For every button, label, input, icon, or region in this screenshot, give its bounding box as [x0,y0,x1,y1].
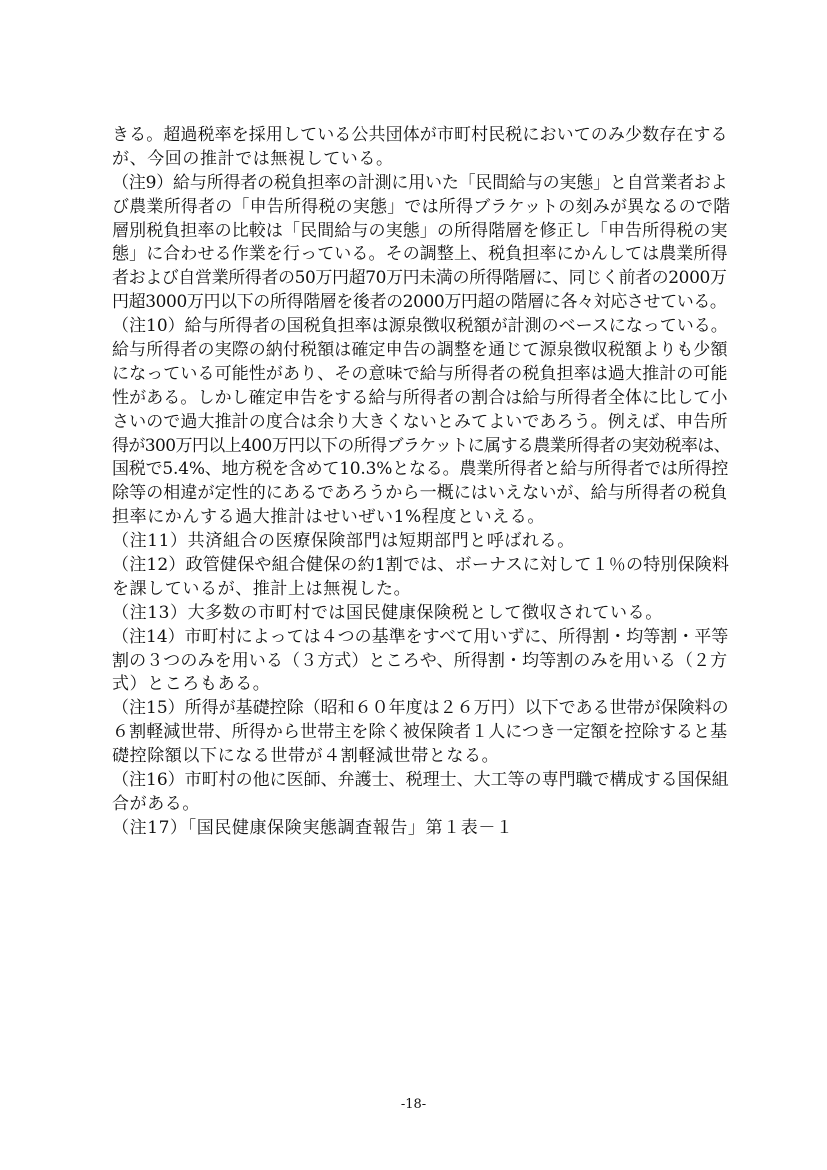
footnote-line: （注16）市町村の他に医師、弁護士、税理士、大工等の専門職で構成する国保組 [112,770,729,791]
footnote-line: （注14）市町村によっては４つの基準をすべて用いずに、所得割・均等割・平等 [112,626,729,647]
footnote-line: 層別税負担率の比較は「民間給与の実態」の所得階層を修正し「申告所得税の実 [112,220,728,241]
footnote-line: 除等の相違が定性的にあるであろうから一概にはいえないが、給与所得者の税負 [112,483,728,504]
page-number: -18- [400,1097,427,1112]
footnote-line: を課しているが、推計上は無視した。 [112,578,412,599]
footnote-line: （注11）共済組合の医療保険部門は短期部門と呼ばれる。 [112,531,575,552]
footnote-line: 国税で5.4%、地方税を含めて10.3%となる。農業所得者と給与所得者では所得控 [112,459,729,480]
footnote-line: 礎控除額以下になる世帯が４割軽減世帯となる。 [112,746,500,767]
text-line: きる。超過税率を採用している公共団体が市町村民税においてのみ少数存在する [112,125,728,145]
footnote-line: 円超3000万円以下の所得階層を後者の2000万円超の階層に各々対応させている。 [112,292,727,313]
footnote-line: 態」に合わせる作業を行っている。その調整上、税負担率にかんしては農業所得 [112,244,728,265]
text-line: が、今回の推計では無視している。 [112,148,394,169]
footnote-line: 担率にかんする過大推計はせいぜい1%程度といえる。 [112,507,545,528]
footnote-line: さいので過大推計の度合は余り大きくないとみてよいであろう。例えば、申告所 [112,411,728,432]
footnote-line: 者および自営業所得者の50万円超70万円未満の所得階層に、同じく前者の2000万 [112,268,727,289]
footnote-line: （注10）給与所得者の国税負担率は源泉徴収税額が計測のベースになっている。 [112,316,728,337]
footnote-line: （注15）所得が基礎控除（昭和６０年度は２６万円）以下である世帯が保険料の [112,698,729,719]
footnote-line: 給与所得者の実際の納付税額は確定申告の調整を通じて源泉徴収税額よりも少額 [112,340,728,361]
footnote-line: （注17）「国民健康保険実態調査報告」第１表－１ [112,817,514,838]
body-text [112,124,731,841]
footnote-line: 得が300万円以上400万円以下の所得ブラケットに属する農業所得者の実効税率は、 [112,435,731,456]
footnote-line: 式）ところもある。 [112,674,271,695]
footnote-line: ６割軽減世帯、所得から世帯主を除く被保険者１人につき一定額を控除すると基 [112,722,728,743]
footnote-line: 合がある。 [112,793,200,814]
footnote-line: （注9）給与所得者の税負担率の計測に用いた「民間給与の実態」と自営業者およ [112,172,728,193]
footnote-line: （注13）大多数の市町村では国民健康保険税として徴収されている。 [112,602,663,623]
footnote-line: び農業所得者の「申告所得税の実態」では所得ブラケットの刻みが異なるので階 [112,196,731,217]
footnote-line: 性がある。しかし確定申告をする給与所得者の割合は給与所得者全体に比して小 [112,387,728,408]
footnote-line: になっている可能性があり、その意味で給与所得者の税負担率は過大推計の可能 [112,363,728,384]
footnote-line: （注12）政管健保や組合健保の約1割では、ボーナスに対して１％の特別保険料 [112,555,730,576]
footnote-line: 割の３つのみを用いる（３方式）ところや、所得割・均等割のみを用いる（２方 [112,650,728,671]
